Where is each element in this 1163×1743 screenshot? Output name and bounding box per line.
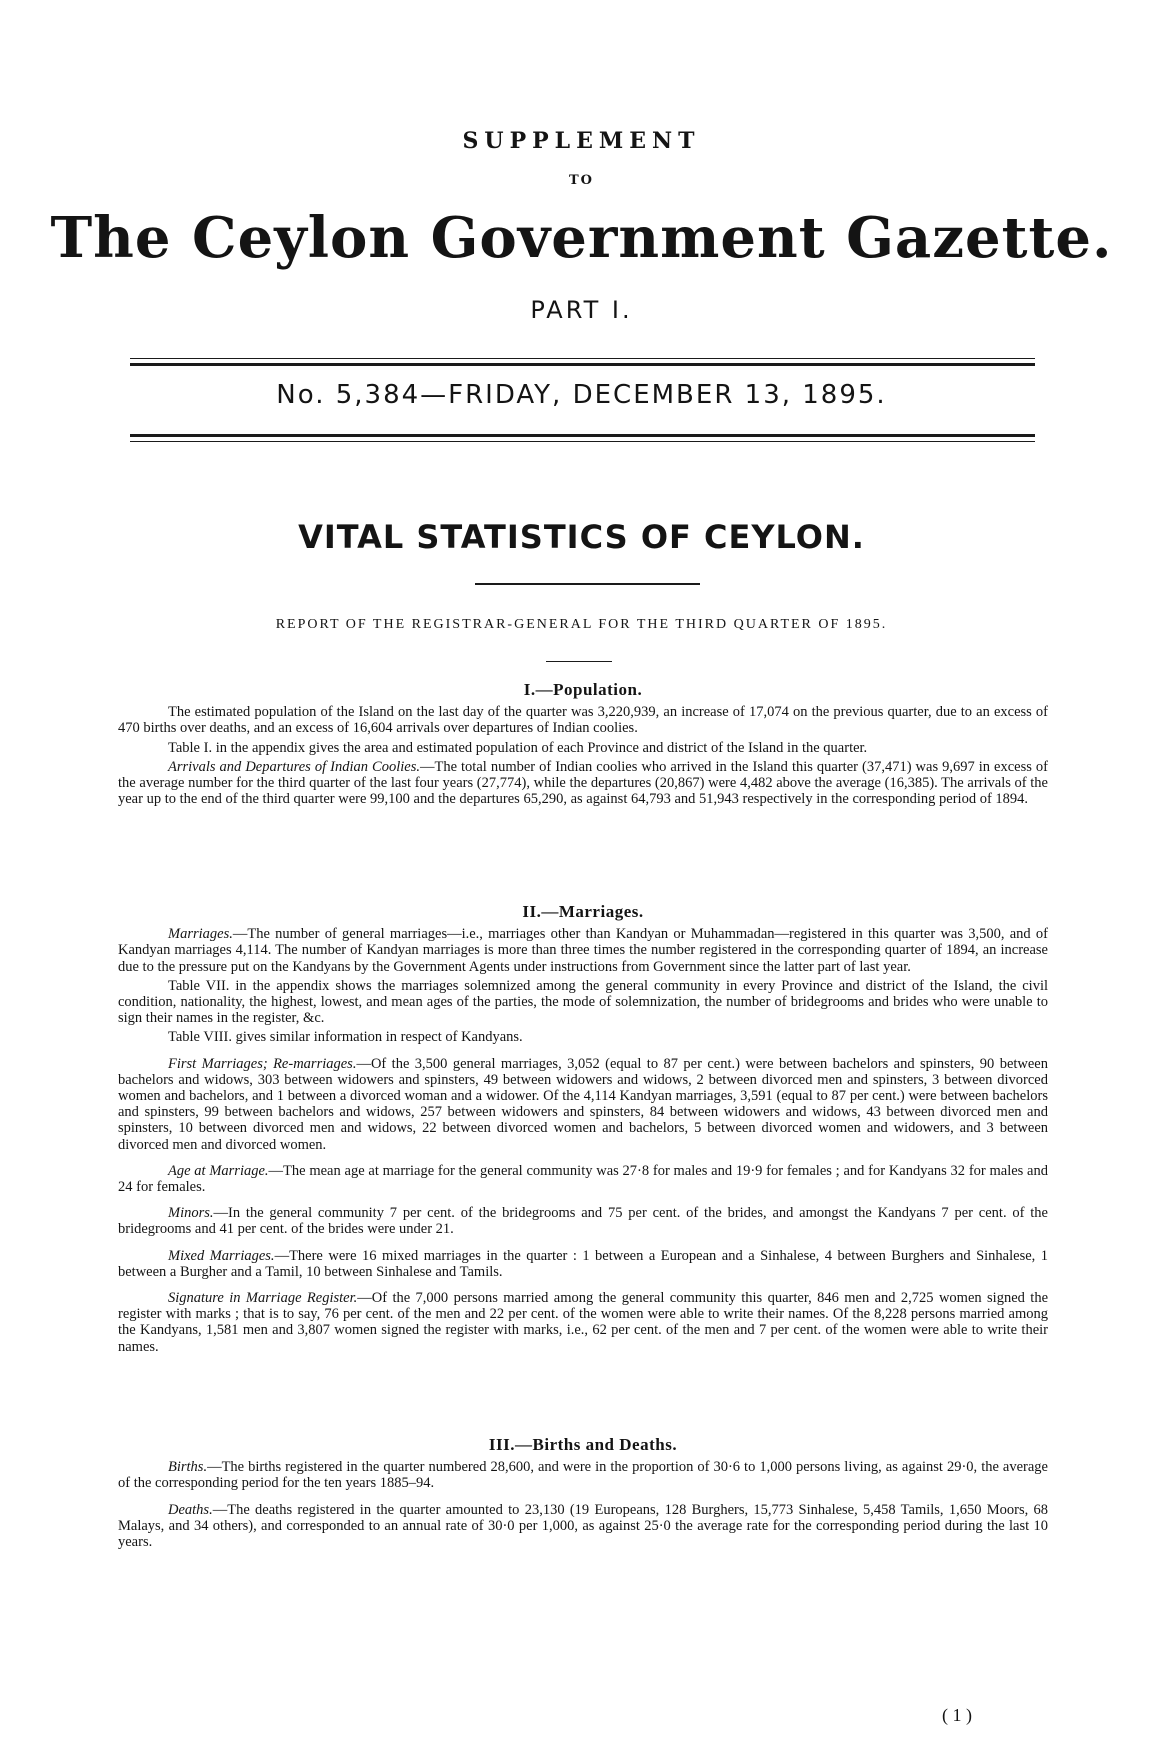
section-heading: I.—Population.: [523, 680, 643, 699]
section-population: [118, 676, 1048, 810]
subtitle-rule: [546, 661, 612, 662]
section-heading: II.—Marriages.: [522, 902, 644, 921]
paragraph: Table I. in the appendix gives the area and estimated population of each Province and district of the Island in the quarter.: [168, 739, 868, 756]
top-rule-thick: [130, 363, 1035, 366]
paragraph: Minors.—In the general community 7 per cent. of the bridegrooms and 75 per cent. of the brides, and amongst the Kandyans 7 per cent. of the bridegrooms and 41 per cent. of the brides were under 21.: [118, 1205, 1048, 1238]
part-label: PART I.: [530, 296, 633, 324]
paragraph: Arrivals and Departures of Indian Coolies.—The total number of Indian coolies who arrived in the Island this quarter (37,471) was 9,697 in excess of the average number for the third quarter of the last four years (27,774), while the departures (20,867) were 4,482 above the average (16,385). The arrivals of the year up to the end of the third quarter were 99,100 and the departures 65,290, as against 64,793 and 51,943 respectively in the corresponding period of 1894.: [118, 758, 1048, 808]
paragraph: Table VIII. gives similar information in respect of Kandyans.: [168, 1029, 523, 1046]
supplement-heading: SUPPLEMENT: [462, 128, 701, 154]
bottom-rule-thin: [130, 441, 1035, 442]
to-label: TO: [569, 173, 594, 188]
paragraph: Signature in Marriage Register.—Of the 7,000 persons married among the general community this quarter, 846 men and 2,725 women signed the register with marks ; that is to say, 76 per cent. of the men and 22 per cent. of the women were able to write their names. Of the 8,228 persons married among the Kandyans, 1,581 men and 3,807 women signed the register with marks, i.e., 62 per cent. of the men and 7 per cent. of the women were able to write their names.: [118, 1290, 1048, 1355]
paragraph: Deaths.—The deaths registered in the quarter amounted to 23,130 (19 Europeans, 128 Burghers, 15,773 Sinhalese, 5,458 Tamils, 1,650 Moors, 68 Malays, and 34 others), and corresponded to an annual rate of 30·0 per 1,000, as against 25·0 the average rate for the corresponding period during the last 10 years.: [118, 1501, 1048, 1551]
title-rule: [475, 583, 700, 585]
page-number: ( 1 ): [942, 1705, 972, 1725]
bottom-rule-thick: [130, 434, 1035, 437]
issue-line: No. 5,384—FRIDAY, DECEMBER 13, 1895.: [276, 380, 887, 410]
gazette-title: The Ceylon Government Gazette.: [50, 205, 1113, 271]
paragraph: Births.—The births registered in the quarter numbered 28,600, and were in the proportion of 30·6 to 1,000 persons living, as against 29·0, the average of the corresponding period for the ten years 1885–94.: [118, 1459, 1048, 1492]
section-births-deaths: [118, 1431, 1048, 1553]
paragraph: Age at Marriage.—The mean age at marriage for the general community was 27·8 for males and 19·9 for females ; and for Kandyans 32 for males and 24 for females.: [118, 1162, 1048, 1196]
paragraph: Marriages.—The number of general marriages—i.e., marriages other than Kandyan or Muhammadan—registered in this quarter was 3,500, and of Kandyan marriages 4,114. The number of Kandyan marriages is more than three times the number registered in the corresponding quarter of 1894, an increase due to the pressure put on the Kandyans by the Government Agents under instructions from Government since the latter part of last year.: [118, 926, 1048, 975]
paragraph: Table VII. in the appendix shows the marriages solemnized among the general community in every Province and district of the Island, the civil condition, nationality, the highest, lowest, and mean ages of the parties, the mode of solemnization, the number of bridegrooms and brides who were unable to sign their names in the register, &c.: [118, 977, 1048, 1027]
report-subtitle: REPORT OF THE REGISTRAR-GENERAL FOR THE THIRD QUARTER OF 1895.: [275, 617, 888, 632]
paragraph: The estimated population of the Island on the last day of the quarter was 3,220,939, an increase of 17,074 on the previous quarter, due to an excess of 470 births over deaths, and an excess of 16,604 arrivals over departures of Indian coolies.: [118, 704, 1048, 737]
report-title: VITAL STATISTICS OF CEYLON.: [298, 518, 865, 556]
paragraph: First Marriages; Re-marriages.—Of the 3,500 general marriages, 3,052 (equal to 87 per cent.) were between bachelors and spinsters, 90 between bachelors and widows, 303 between widowers and spinsters, 49 between widowers and widows, 2 between divorced men and spinsters, 3 between divorced women and bachelors, and 1 between a divorced woman and a widower. Of the 4,114 Kandyan marriages, 3,591 (equal to 87 per cent.) were between bachelors and spinsters, 99 between bachelors and widows, 257 between widowers and spinsters, 84 between widowers and widows, 43 between divorced men and spinsters, 10 between divorced men and widows, 22 between divorced women and bachelors, 5 between divorced women and widowers, and 3 between divorced men and divorced women.: [118, 1055, 1048, 1153]
section-marriages: [118, 898, 1048, 1358]
top-rule-thin: [130, 358, 1035, 359]
paragraph: Mixed Marriages.—There were 16 mixed marriages in the quarter : 1 between a European and a Sinhalese, 4 between Burghers and Sinhalese, 1 between a Burgher and a Tamil, 10 between Sinhalese and Tamils.: [118, 1247, 1049, 1280]
section-heading: III.—Births and Deaths.: [488, 1435, 678, 1454]
